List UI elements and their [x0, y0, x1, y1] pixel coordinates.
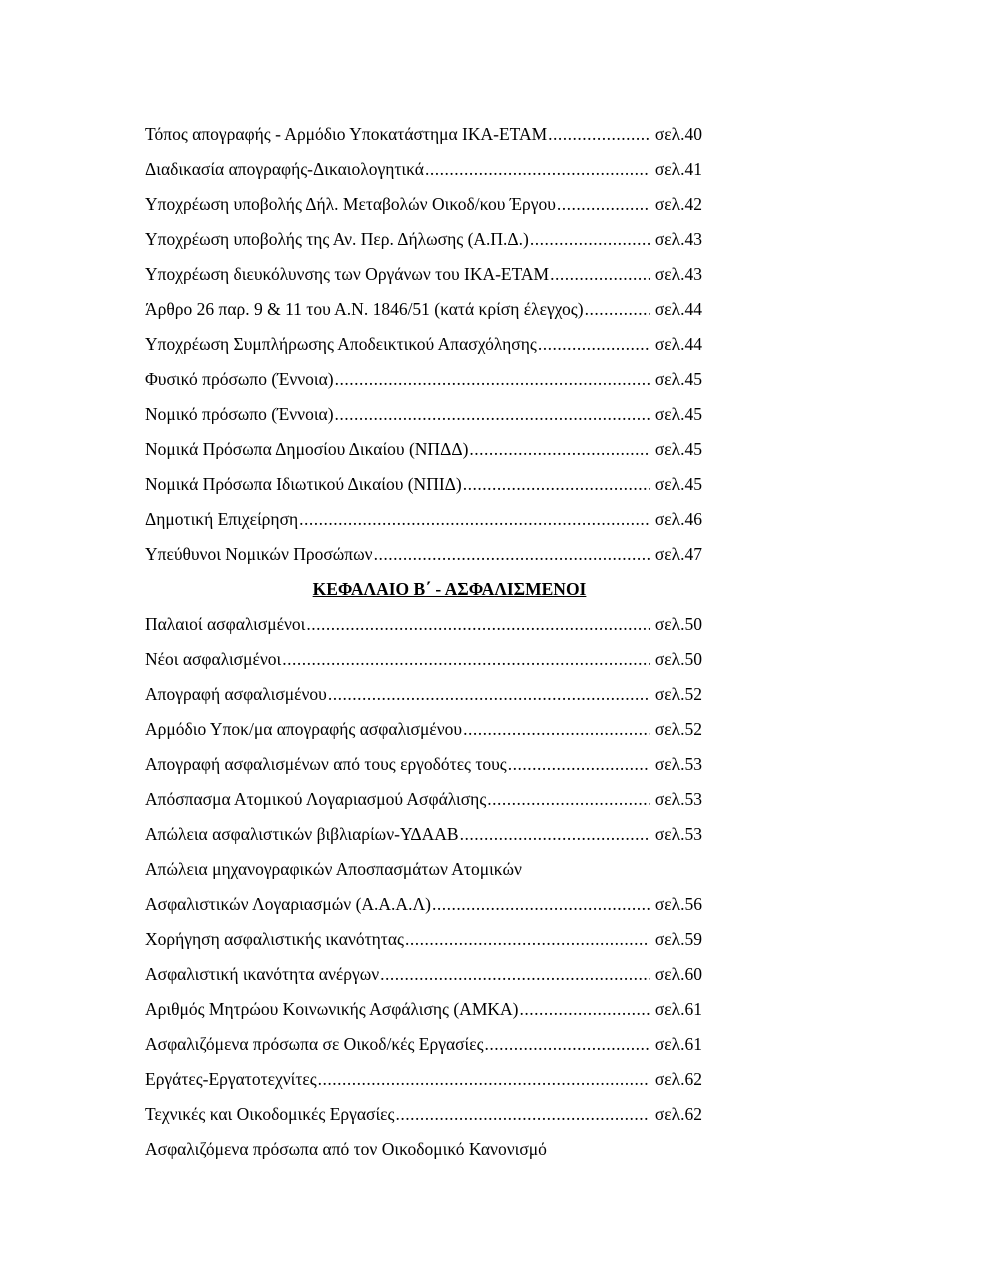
toc-entry	[145, 292, 702, 327]
toc-entry-title: Φυσικό πρόσωπο (Έννοια)	[145, 369, 334, 389]
leader-dots	[432, 887, 650, 922]
toc-entry	[145, 117, 702, 152]
toc-entry	[145, 222, 702, 257]
toc-entry	[145, 712, 702, 747]
toc-entry-page: σελ.62	[654, 1104, 702, 1124]
toc-entry-page: σελ.52	[654, 719, 702, 739]
leader-dots	[463, 712, 650, 747]
toc-entry-page: σελ.43	[654, 229, 702, 249]
toc-entry-page: σελ.45	[654, 404, 702, 424]
toc-entry	[145, 782, 702, 817]
toc-entry-page: σελ.56	[654, 894, 702, 914]
toc-entry-page: σελ.59	[654, 929, 702, 949]
toc-entry-title: Ασφαλιζόμενα πρόσωπα από τον Οικοδομικό Κανονισμό	[145, 1139, 547, 1159]
leader-dots	[469, 432, 649, 467]
toc-entry-page: σελ.60	[654, 964, 702, 984]
toc-entry-title: Νομικά Πρόσωπα Δημοσίου Δικαίου (ΝΠΔΔ)	[145, 439, 469, 459]
toc-entry	[145, 327, 702, 362]
toc-entry-title: Υπεύθυνοι Νομικών Προσώπων	[145, 544, 373, 564]
toc-entry	[145, 747, 702, 782]
toc-entry	[145, 152, 702, 187]
toc-entry	[145, 957, 702, 992]
toc-entry-title: Άρθρο 26 παρ. 9 & 11 του Α.Ν. 1846/51 (κατά κρίση έλεγχος)	[145, 299, 584, 319]
leader-dots	[460, 817, 650, 852]
toc-entry-title: Νομικά Πρόσωπα Ιδιωτικού Δικαίου (ΝΠΙΔ)	[145, 474, 462, 494]
leader-dots	[548, 117, 650, 152]
toc-entry	[145, 502, 702, 537]
toc-entry-title: Ασφαλιστική ικανότητα ανέργων	[145, 964, 380, 984]
toc-entry-page: σελ.45	[654, 439, 702, 459]
leader-dots	[328, 677, 650, 712]
toc-entry-page: σελ.45	[654, 474, 702, 494]
toc-entry-title: Ασφαλιζόμενα πρόσωπα σε Οικοδ/κές Εργασίες	[145, 1034, 484, 1054]
toc-entry	[145, 397, 702, 432]
toc-entry-title: Υποχρέωση υποβολής της Αν. Περ. Δήλωσης (Α.Π.Δ.)	[145, 229, 529, 249]
leader-dots	[318, 1062, 650, 1097]
toc-entry-page: σελ.40	[654, 124, 702, 144]
leader-dots	[380, 957, 650, 992]
toc-entry-page: σελ.47	[654, 544, 702, 564]
toc-entry-title: Απώλεια μηχανογραφικών Αποσπασμάτων Ατομικών	[145, 859, 522, 879]
toc-entry-page: σελ.44	[654, 299, 702, 319]
leader-dots	[374, 537, 650, 572]
leader-dots	[395, 1097, 649, 1132]
toc-entry	[145, 467, 702, 502]
toc-entry-title: Νέοι ασφαλισμένοι	[145, 649, 282, 669]
toc-entry	[145, 432, 702, 467]
toc-entry	[145, 607, 702, 642]
leader-dots	[306, 607, 649, 642]
toc-entry	[145, 537, 702, 572]
toc-entry-page: σελ.52	[654, 684, 702, 704]
leader-dots	[508, 747, 650, 782]
toc-entry	[145, 257, 702, 292]
leader-dots	[538, 327, 650, 362]
toc-entry	[145, 1062, 702, 1097]
toc-entry-page: σελ.46	[654, 509, 702, 529]
table-of-contents	[145, 117, 702, 1167]
toc-entry-page: σελ.50	[654, 649, 702, 669]
toc-entry-page: σελ.44	[654, 334, 702, 354]
leader-dots	[550, 257, 650, 292]
leader-dots	[335, 397, 650, 432]
leader-dots	[405, 922, 650, 957]
toc-entry	[145, 1132, 702, 1167]
toc-entry-title: Νομικό πρόσωπο (Έννοια)	[145, 404, 334, 424]
toc-entry-page: σελ.45	[654, 369, 702, 389]
toc-entry	[145, 1027, 702, 1062]
chapter-heading: ΚΕΦΑΛΑΙΟ Β΄ - ΑΣΦΑΛΙΣΜΕΝΟΙ	[312, 579, 587, 599]
toc-entry-title: Υποχρέωση υποβολής Δήλ. Μεταβολών Οικοδ/κου Έργου	[145, 194, 556, 214]
toc-entry-title: Υποχρέωση Συμπλήρωσης Αποδεικτικού Απασχόλησης	[145, 334, 537, 354]
leader-dots	[519, 992, 649, 1027]
toc-entry-title: Διαδικασία απογραφής-Δικαιολογητικά	[145, 159, 424, 179]
toc-entry-page: σελ.50	[654, 614, 702, 634]
toc-entry	[145, 187, 702, 222]
toc-entry-page: σελ.62	[654, 1069, 702, 1089]
leader-dots	[425, 152, 650, 187]
toc-entry	[145, 677, 702, 712]
leader-dots	[463, 467, 650, 502]
toc-entry	[145, 817, 702, 852]
toc-entry-page: σελ.53	[654, 789, 702, 809]
leader-dots	[335, 362, 650, 397]
toc-entry-title: Τόπος απογραφής - Αρμόδιο Υποκατάστημα ΙΚΑ-ΕΤΑΜ	[145, 124, 548, 144]
toc-entry-page: σελ.61	[654, 1034, 702, 1054]
toc-entry	[145, 852, 702, 887]
toc-entry-title: Δημοτική Επιχείρηση	[145, 509, 299, 529]
toc-entry	[145, 1097, 702, 1132]
toc-entry-title: Εργάτες-Εργατοτεχνίτες	[145, 1069, 317, 1089]
toc-entry	[145, 362, 702, 397]
toc-entry-title: Τεχνικές και Οικοδομικές Εργασίες	[145, 1104, 395, 1124]
leader-dots	[557, 187, 650, 222]
toc-entry	[145, 992, 702, 1027]
toc-entry-title: Απογραφή ασφαλισμένου	[145, 684, 327, 704]
leader-dots	[485, 1027, 650, 1062]
toc-entry-title: Απόσπασμα Ατομικού Λογαριασμού Ασφάλισης	[145, 789, 487, 809]
toc-entry-title: Ασφαλιστικών Λογαριασμών (Α.Α.Α.Λ)	[145, 894, 431, 914]
toc-entry-page: σελ.42	[654, 194, 702, 214]
leader-dots	[530, 222, 650, 257]
toc-entry-title: Απογραφή ασφαλισμένων από τους εργοδότες τους	[145, 754, 507, 774]
toc-entry-title: Απώλεια ασφαλιστικών βιβλιαρίων-ΥΔΑΑΒ	[145, 824, 459, 844]
toc-entry-title: Αρμόδιο Υποκ/μα απογραφής ασφαλισμένου	[145, 719, 463, 739]
toc-entry-title: Υποχρέωση διευκόλυνσης των Οργάνων του ΙΚΑ-ΕΤΑΜ	[145, 264, 550, 284]
toc-entry	[145, 922, 702, 957]
leader-dots	[282, 642, 650, 677]
leader-dots	[299, 502, 650, 537]
toc-entry-page: σελ.53	[654, 824, 702, 844]
toc-entry-title: Αριθμός Μητρώου Κοινωνικής Ασφάλισης (ΑΜΚΑ)	[145, 999, 519, 1019]
toc-entry	[145, 642, 702, 677]
toc-entry-title: Χορήγηση ασφαλιστικής ικανότητας	[145, 929, 404, 949]
toc-entry	[145, 887, 702, 922]
toc-entry-page: σελ.43	[654, 264, 702, 284]
toc-entry-page: σελ.41	[654, 159, 702, 179]
toc-entry-title: Παλαιοί ασφαλισμένοι	[145, 614, 306, 634]
toc-entry-page: σελ.53	[654, 754, 702, 774]
toc-entry-page: σελ.61	[654, 999, 702, 1019]
leader-dots	[487, 782, 650, 817]
leader-dots	[585, 292, 650, 327]
